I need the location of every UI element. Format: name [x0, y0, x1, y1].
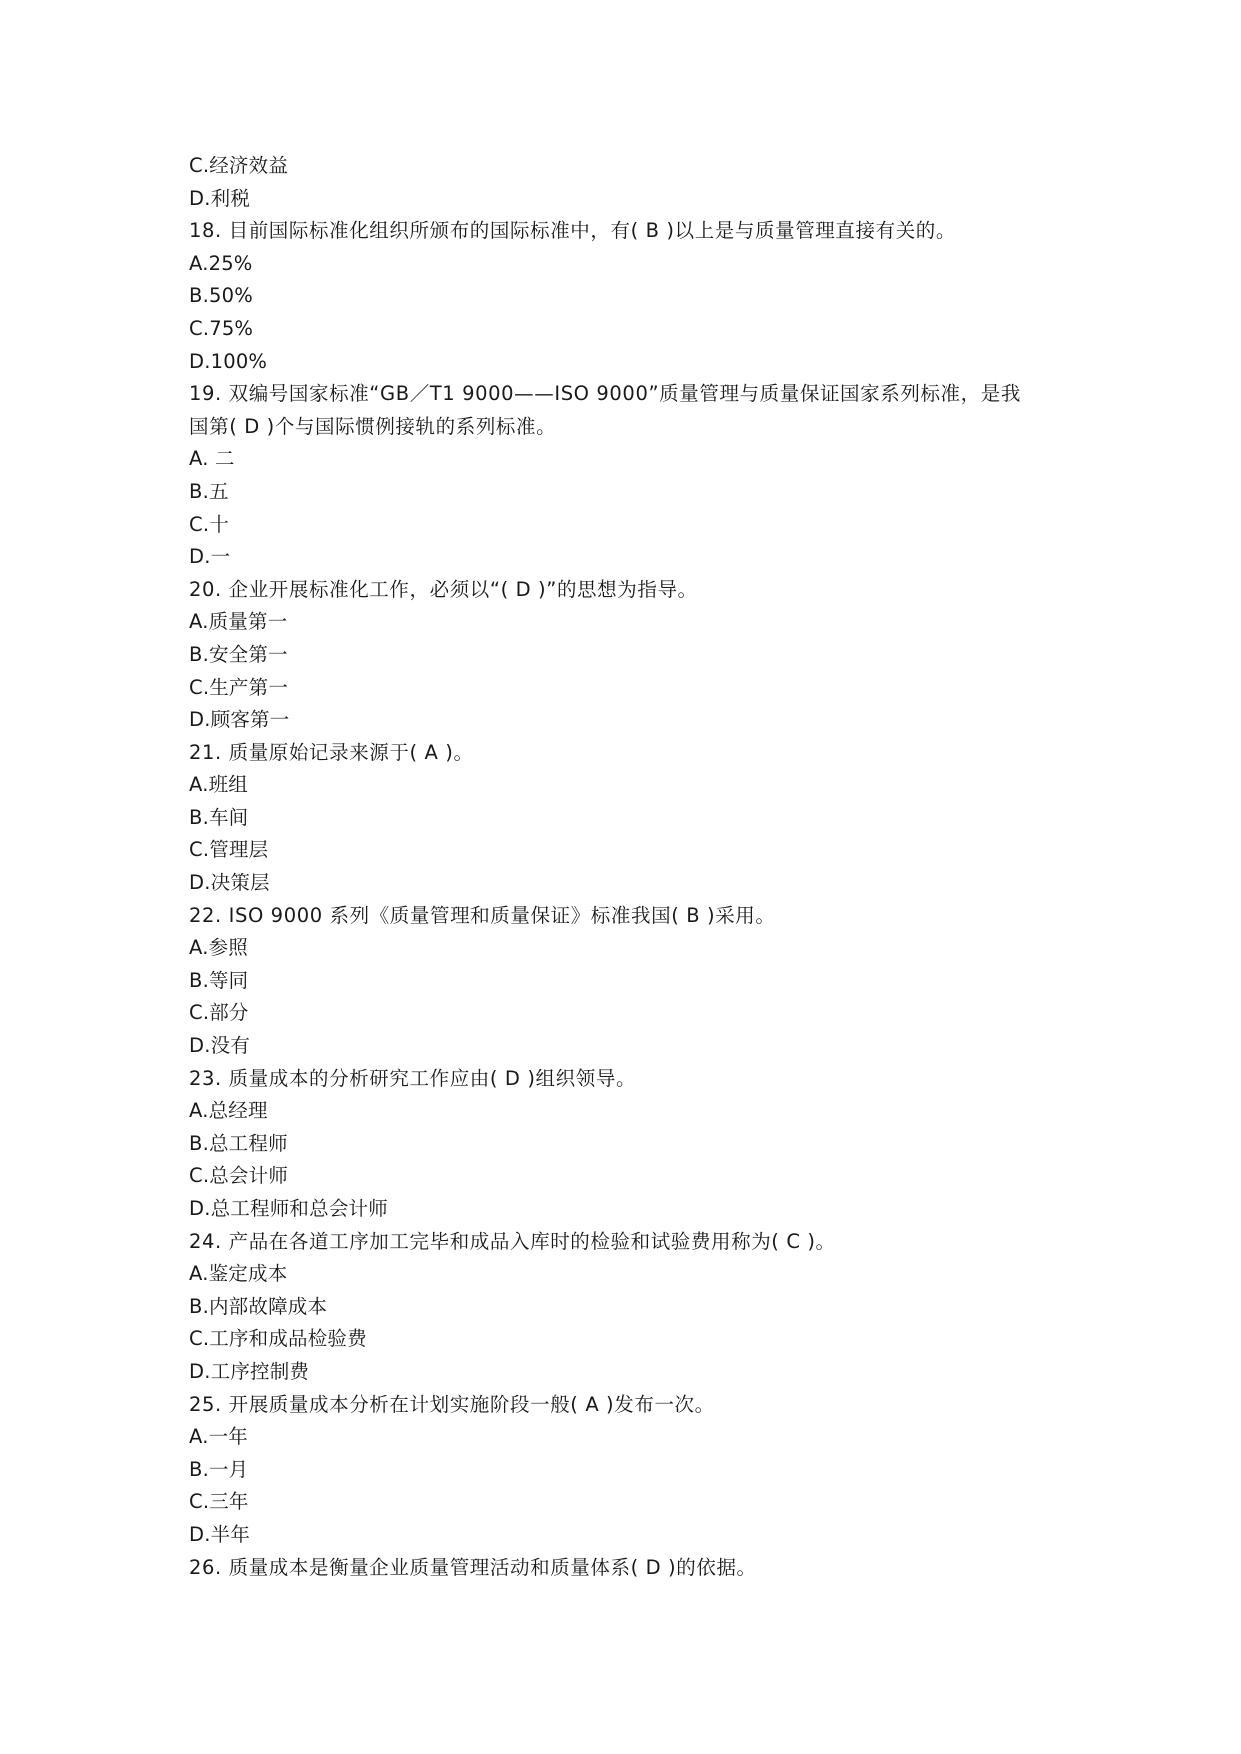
answer-option: C.部分 [189, 1001, 249, 1025]
answer-option: A.总经理 [189, 1099, 268, 1123]
question-text: 22. ISO 9000 系列《质量管理和质量保证》标准我国( B )采用。 [189, 903, 776, 927]
answer-option: D.工序控制费 [189, 1359, 310, 1383]
question-text: 23. 质量成本的分析研究工作应由( D )组织领导。 [189, 1066, 637, 1090]
answer-option: D.一 [189, 545, 231, 569]
answer-option: A. 二 [189, 447, 235, 471]
question-text: 国第( D )个与国际惯例接轨的系列标准。 [189, 414, 557, 438]
answer-option: A.质量第一 [189, 610, 288, 634]
question-text: 18. 目前国际标准化组织所颁布的国际标准中，有( B )以上是与质量管理直接有关的。 [189, 219, 957, 243]
answer-option: B.安全第一 [189, 642, 288, 666]
answer-option: D.利税 [189, 186, 251, 210]
answer-option: A.一年 [189, 1425, 248, 1449]
answer-option: C.75% [189, 316, 254, 340]
answer-option: C.管理层 [189, 838, 269, 862]
answer-option: B.等同 [189, 968, 249, 992]
answer-option: A.参照 [189, 936, 248, 960]
answer-option: C.工序和成品检验费 [189, 1327, 367, 1351]
answer-option: B.五 [189, 479, 229, 503]
answer-option: B.内部故障成本 [189, 1294, 328, 1318]
answer-option: C.总会计师 [189, 1164, 289, 1188]
answer-option: D.决策层 [189, 871, 270, 895]
answer-option: A.班组 [189, 773, 248, 797]
answer-option: C.三年 [189, 1490, 249, 1514]
answer-option: B.车间 [189, 805, 249, 829]
question-text: 21. 质量原始记录来源于( A )。 [189, 740, 474, 764]
answer-option: D.没有 [189, 1034, 251, 1058]
question-text: 24. 产品在各道工序加工完毕和成品入库时的检验和试验费用称为( C )。 [189, 1229, 836, 1253]
answer-option: A.鉴定成本 [189, 1262, 288, 1286]
answer-option: D.100% [189, 349, 268, 373]
document-body [189, 150, 1069, 1584]
question-text: 20. 企业开展标准化工作，必须以“( D )”的思想为指导。 [189, 577, 698, 601]
answer-option: C.十 [189, 512, 229, 536]
question-text: 26. 质量成本是衡量企业质量管理活动和质量体系( D )的依据。 [189, 1555, 757, 1579]
question-text: 19. 双编号国家标准“GB／T1 9000——ISO 9000”质量管理与质量保证国家系列标准，是我 [189, 382, 1021, 406]
answer-option: C.生产第一 [189, 675, 289, 699]
answer-option: D.半年 [189, 1522, 251, 1546]
answer-option: B.总工程师 [189, 1131, 288, 1155]
answer-option: A.25% [189, 251, 253, 275]
answer-option: D.总工程师和总会计师 [189, 1197, 388, 1220]
answer-option: B.50% [189, 284, 253, 308]
question-text: 25. 开展质量成本分析在计划实施阶段一般( A )发布一次。 [189, 1392, 715, 1416]
answer-option: C.经济效益 [189, 154, 289, 177]
answer-option: B.一月 [189, 1457, 249, 1481]
answer-option: D.顾客第一 [189, 708, 290, 732]
